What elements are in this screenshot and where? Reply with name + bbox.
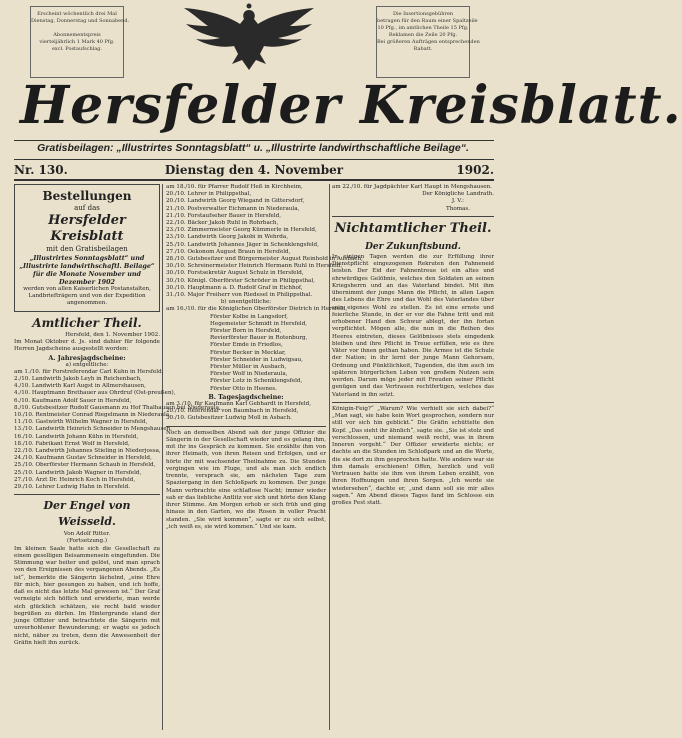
story-heading: Der Engel von Weisseld. — [43, 499, 131, 529]
fee-line: 10 Pfg., im amtlichen Theile 15 Pfg. — [377, 25, 469, 31]
list-item: Förster Müller in Ausbach, — [210, 364, 287, 371]
ad-paper-name: Hersfelder Kreisblatt — [48, 213, 126, 244]
divider — [14, 179, 494, 181]
ad-text: werden von allen Kaiserlichen Postanstalten, Landbriefträgern und von der Expedition angenommen. — [23, 286, 151, 306]
subheading: b) unentgeltliche: — [220, 299, 272, 306]
ad-text: mit den Gratisbeilagen — [46, 245, 128, 253]
list-item: Revierförster Bauer in Rotenburg, — [210, 335, 308, 342]
list-item: 23./10. Landwirth Georg Jakobi in Wehrda, — [166, 234, 288, 241]
subscription-line: Abonnementspreis — [53, 32, 101, 38]
section-heading-official: Amtlicher Theil. — [32, 316, 142, 330]
list-item: 25./10. Landwirth Johannes Jäger in Schenklengsfeld, — [166, 241, 319, 248]
divider — [332, 216, 494, 217]
newspaper-title: Hersfelder Kreisblatt. — [20, 75, 682, 136]
list-item: Förster Kolbe in Langsdorf, — [210, 313, 288, 320]
list-item: Förster Lotz in Schenklengsfeld, — [210, 378, 303, 385]
story-text: Im kleinen Saale hatte sich die Gesellschaft zu einem geselligen Beisammensein eingefunden. Die Stimmung war heiter und gelöst, und man sprach von den Ereignissen des vergangenen Abends. „Es ist“, bemerkte die Sängerin lächelnd, „eine Ehre für mich, hier gesungen zu haben, und ich hoffe, daß es nicht das letzte Mal gewesen ist.“ Der Graf verneigte sich höflich und erwiderte, man werde sich glücklich schätzen, sie recht bald wieder begrüßen zu dürfen. Im Hintergrunde stand der junge Offizier und betrachtete die Sängerin mit unverhohlener Bewunderung; er wagte es jedoch nicht, näher zu treten, denn die Anwesenheit der Gräfin hielt ihn zurück. — [14, 545, 160, 646]
ad-heading: Bestellungen — [42, 189, 132, 203]
fee-line: Die Insertionsgebühren — [392, 11, 454, 17]
list-item: 10./10. Rentmeister Conrad Riegelmann in Niederaula, — [14, 412, 171, 419]
divider — [14, 494, 160, 495]
list-item: 13./10. Landwirth Heinrich Schneider in Mengshausen, — [14, 426, 173, 433]
story-text: Königin-Feig?“ „Warum? Wie verhielt sie sich dabei?“ „Man sagt, sie habe kein Wort gesprochen, sondern nur still vor sich hin geblickt.“ Die Gräfin schüttelte den Kopf. „Das sieht ihr ähnlich“, sagte sie. „Sie ist stolz und verschlossen, und niemand weiß recht, was in ihrem Inneren vorgeht.“ Der Offizier erwiderte nichts; er dachte an die Stunden im Schloßpark und an die Worte, die sie dort zu ihm gesprochen hatte. Wie anders war sie ihm damals erschienen! Offen, herzlich und voll Vertrauen hatte sie ihm von ihrem Leben erzählt, von ihren Hoffnungen und ihren Sorgen. „Ich werde sie wiedersehen“, dachte er, „und dann soll sie mir alles sagen.“ Am Abend dieses Tages fand im Schlosse ein großes Fest statt. — [332, 405, 494, 507]
ad-period: für die Monate November und Dezember 1902 — [32, 270, 142, 286]
list-item: 30./10. Hauptmann a. D. Rudolf Graf in Eichhof, — [166, 284, 303, 291]
signature: Der Königliche Landrath. — [422, 191, 494, 198]
story-text: Noch an demselben Abend sah der junge Offizier die Sängerin in der Gesellschaft wieder und es gelang ihm, mit ihr ins Gespräch zu kommen. Sie erzählte ihm von ihrer Heimath, von ihren Reisen und Erfolgen, und er hörte ihr mit wachsender Theilnahme zu. Die Stunden vergingen wie im Fluge, und als man sich endlich trennte, versprach sie, am nächsten Tage zum Spaziergang in den Schloßpark zu kommen. Der junge Mann verbrachte eine schlaflose Nacht; immer wieder sah er das liebliche Antlitz vor sich und hörte den Klang ihrer Stimme. Am Morgen erhob er sich früh und ging hinaus in den Garten, wo die Rosen in voller Pracht standen. „Sie wird kommen“, sagte er zu sich selbst, „ich weiß es, sie wird kommen.“ Und sie kam. — [166, 429, 326, 530]
dateline: Hersfeld, den 1. November 1902. — [65, 332, 160, 338]
subheading: B. Tagesjagdscheine: — [208, 392, 284, 401]
list-item: Förster Becker in Mecklar, — [210, 349, 286, 356]
divider — [14, 159, 494, 160]
list-item: Förster Emde in Friedlos, — [210, 342, 283, 349]
list-item: 24./10. Kaufmann Gustav Schneider in Hersfeld, — [14, 455, 152, 462]
list-item: 4./10. Landwirth Karl Augst in Allmershausen, — [14, 383, 146, 390]
subheading: A. Jahresjagdscheine: — [48, 353, 126, 362]
list-item: 20./10. Landwirth Georg Wiegand in Gittersdorf, — [166, 198, 305, 205]
list-item: 2./10. Landwirth Jakob Leyh in Reichenbach, — [14, 376, 142, 383]
fee-line: Reklamen die Zeile 20 Pfg. — [388, 32, 458, 38]
list-item: 31./10. Major Freiherr von Riedesel in Philippsthal. — [166, 292, 313, 299]
license-list — [14, 368, 221, 491]
list-item: 28./10. Gutsbesitzer und Bürgermeister August Reinhold in Ausbach, — [166, 256, 363, 263]
issue-dateline — [14, 162, 494, 178]
list-item: 25./10. Landwirth Jakob Wagner in Hersfeld, — [14, 469, 142, 476]
list-item: am 3./10. für Kaufmann Karl Gebhardt in Hersfeld, — [166, 400, 312, 407]
list-item: Förster Schneider in Ludwigsau, — [210, 356, 303, 363]
list-item: 16./10. Landwirth Johann Kühn in Hersfeld, — [14, 433, 139, 440]
issue-number: Nr. 130. — [14, 163, 68, 177]
paragraph: Im Monat Oktober d. Js. sind dahier für folgende Herren Jagdscheine ausgestellt worden: — [14, 339, 160, 353]
subscription-box — [30, 6, 130, 78]
ad-text: auf das — [74, 204, 100, 212]
list-item: 22./10. Landwirth Johannes Stieling in Niederjossa, — [14, 448, 161, 455]
license-list — [166, 184, 363, 299]
list-item: 21./10. Forstaufseher Bauer in Hersfeld, — [166, 212, 281, 219]
divider — [166, 426, 326, 427]
list-item: am 22./10. für Jagdpächter Karl Haupt in Mengshausen. — [332, 184, 492, 190]
list-item: 23./10. Zimmermeister Georg Kümmerle in Hersfeld, — [166, 227, 317, 234]
list-item: 8./10. Gutsbesitzer Rudolf Gausmann zu Hof Thalhausen bei Niederaula, — [14, 404, 221, 411]
supplements-line: Gratisbeilagen: „Illustrirtes Sonntagsblatt“ u. „Illustrirte landwirthschaftliche Beilage“. — [37, 142, 469, 154]
fee-line: Bei größeren Aufträgen entsprechenden — [377, 39, 480, 45]
list-item: 29./10. Lehrer Ludwig Hahn in Hersfeld. — [14, 484, 130, 491]
list-item: 21./10. Postverwalter Eichmann in Niederaula, — [166, 205, 300, 212]
signature: J. V.: — [451, 198, 464, 205]
fee-line: Rabatt. — [413, 46, 433, 52]
story-continuation: (Fortsetzung.) — [66, 538, 108, 545]
license-list — [166, 401, 326, 423]
list-item: 4./10. Hauptmann Brethauer aus Ohrdruf (Ost-preußen), — [14, 390, 176, 397]
list-item: 18./10. Fabrikant Ernst Wolf in Hersfeld, — [14, 440, 130, 447]
list-item: 20./10. Lehrer in Philippsthal, — [166, 191, 252, 198]
article-text: In einigen Tagen werden die zur Erfüllung ihrer Dienstpflicht eingezogenen Rekruten den Fahneneid leisten. Der Eid der Fahnentreue ist ein altes und ehrwürdiges Gelöbnis, welches den Soldaten an seinen Kriegsherrn und an das Vaterland bindet. Mit ihm übernimmt der junge Mann die Pflicht, in allen Lagen des Lebens die Ehre und das Wohl des Vaterlandes über sein eigenes Wohl zu stellen. Es ist eine ernste und feierliche Stunde, in der er vor die Fahne tritt und mit erhobener Hand den Schwur ablegt, der ihn fortan verpflichtet. Mögen alle, die nun in die Reihen des Heeres eintreten, dieses Gelöbnisses stets eingedenk bleiben und ihre Pflicht in Treue erfüllen, wie es ihre Väter vor ihnen gethan haben. Die Armee ist die Schule der Nation; in ihr lernt der junge Mann Gehorsam, Ordnung und Pünktlichkeit, Tugenden, die ihm auch im späteren bürgerlichen Leben von großem Nutzen sein werden. Darum möge jeder mit Freuden seiner Pflicht genügen und das Vertrauen rechtfertigen, welches das Vaterland in ihn setzt. — [332, 253, 494, 398]
column-divider — [162, 184, 163, 730]
column-right — [332, 184, 494, 507]
list-item: Förster Otto in Heenes. — [210, 385, 277, 392]
list-item: 25./10. Oberförster Hermann Schaub in Hersfeld, — [14, 462, 156, 469]
subheading: a) entgeltliche: — [65, 361, 109, 368]
list-item: 22./10. Bäcker Jakob Ruhl in Rohrbach, — [166, 220, 279, 227]
list-item: 30./10. Gutsbesitzer Ludwig Moll in Asbach. — [166, 415, 292, 422]
list-item: 6./10. Kaufmann Adolf Sauer in Hersfeld, — [14, 397, 132, 404]
issue-year: 1902. — [456, 163, 494, 177]
column-middle — [166, 184, 363, 531]
article-heading: Der Zukunftsbund. — [365, 241, 461, 252]
list-item: Förster Born in Hersfeld, — [210, 328, 282, 335]
subscription-line: Dienstag, Donnerstag und Sonnabend. — [31, 18, 130, 24]
list-item: 27./10. Oekonom August Braun in Hersfeld, — [166, 248, 291, 255]
list-item: 11./10. Gastwirth Wilhelm Wagner in Hersfeld, — [14, 419, 148, 426]
story-author: Von Adolf Ritter. — [63, 531, 111, 538]
list-item: 27./10. Arzt Dr. Heinrich Koch in Hersfeld, — [14, 476, 136, 483]
list-item: 30./10. Schreinermeister Heinrich Hermann Ruhl in Hersfeld, — [166, 263, 343, 270]
list-item: 30./10. Königl. Oberförster Schröder in Philippsthal, — [166, 277, 315, 284]
section-heading-unofficial: Nichtamtlicher Theil. — [334, 220, 492, 236]
divider — [332, 402, 494, 403]
ad-supplement: „Illustrirte landwirthschaftl. Beilage“ — [19, 262, 155, 270]
fee-line: betragen für den Raum einer Spaltzeile — [377, 18, 478, 24]
eagle-emblem — [178, 2, 320, 74]
list-item: Förster Wolf in Niederaula, — [210, 371, 288, 378]
insertion-fees-box — [376, 6, 480, 78]
license-list — [166, 306, 348, 392]
issue-date: Dienstag den 4. November — [164, 163, 344, 177]
subscription-line: Erscheint wöchentlich drei Mal — [37, 11, 117, 17]
list-item: Hegemeister Schmidt in Hersfeld, — [210, 320, 308, 327]
list-item: am 16./10. für die Königlichen Oberförster Dietrich in Hersfeld, — [166, 306, 348, 313]
subscription-line — [31, 25, 123, 32]
subscription-line: vierteljährlich 1 Mark 40 Pfg. — [39, 39, 115, 45]
list-item: am 1./10. für Forstreferendar Carl Kuhn in Hersfeld, — [14, 368, 164, 375]
subscription-ad — [14, 184, 160, 312]
signature: Thomas. — [446, 205, 470, 212]
subscription-line: excl. Postaufschlag. — [51, 46, 103, 52]
list-item: 20./10. Referendar von Baumbach in Hersfeld, — [166, 408, 299, 415]
ad-supplement: „Illustrirtes Sonntagsblatt“ und — [29, 254, 145, 262]
list-item: 30./10. Forstsekretär August Schulz in Hersfeld, — [166, 270, 304, 277]
list-item: am 18./10. für Pfarrer Rudolf Heß in Kirchheim, — [166, 184, 303, 190]
